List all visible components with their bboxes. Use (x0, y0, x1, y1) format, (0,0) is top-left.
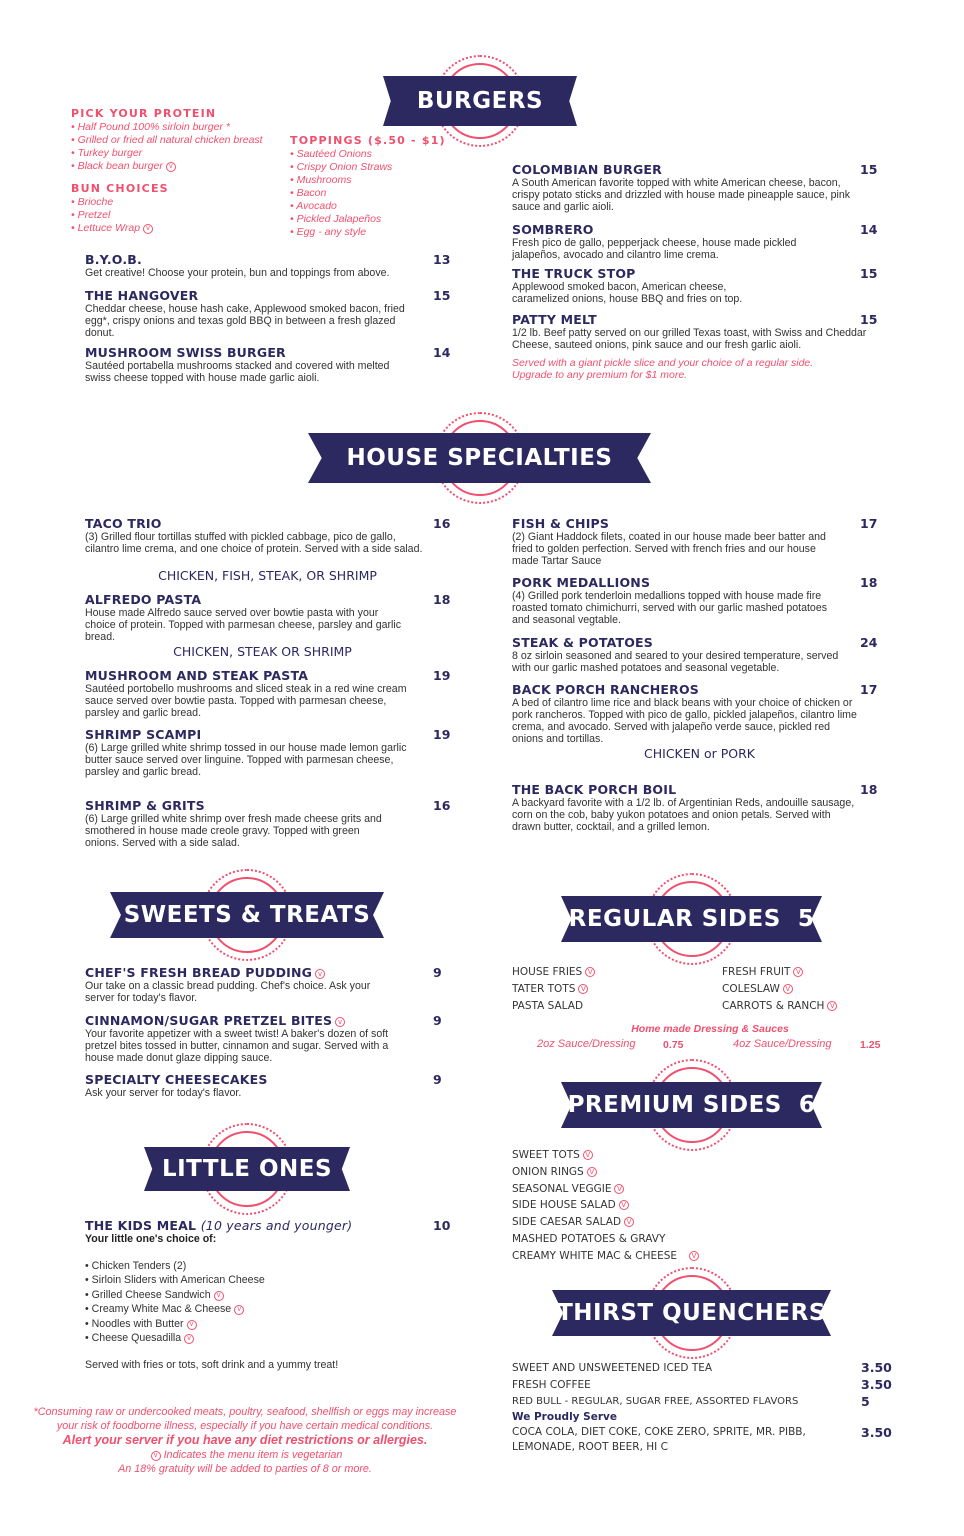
dressing-small-label: 2oz Sauce/Dressing (537, 1038, 636, 1050)
price: 15 (860, 162, 878, 177)
option: • Black bean burger v (71, 160, 263, 173)
price: 16 (433, 798, 451, 813)
thirst-banner (552, 1290, 831, 1336)
burgers-banner (383, 76, 577, 126)
side-item: MASHED POTATOES & GRAVY (512, 1232, 666, 1245)
vegetarian-icon: V (578, 984, 588, 994)
drinks-list (512, 1360, 892, 1454)
premium-sides-list (512, 1147, 699, 1265)
vegetarian-icon: v (187, 1320, 197, 1330)
section-title: REGULAR SIDES (568, 906, 781, 932)
gratuity-note: An 18% gratuity will be added to parties of 8 or more. (118, 1463, 372, 1475)
vegetarian-icon: v (315, 969, 325, 979)
vegetarian-icon: v (234, 1305, 244, 1315)
vegetarian-icon: v (214, 1291, 224, 1301)
option: • Half Pound 100% sirloin burger * (71, 121, 230, 133)
menu-item: SHRIMP SCAMPI (6) Large grilled white shrimp tossed in our house made lemon garlic butter sauce served over linguine. Topped with parmesan cheese, parsley and garlic bread. (85, 727, 407, 778)
option: • Sautéed Onions (290, 148, 372, 160)
sweets-banner (110, 892, 384, 938)
menu-item: PATTY MELT 1/2 lb. Beef patty served on our grilled Texas toast, with Swiss and Cheddar Cheese, sauteed onions, pink sauce and our fresh garlic aioli. (512, 312, 867, 351)
dressing-small-price: 0.75 (663, 1039, 684, 1051)
price: 10 (433, 1218, 451, 1233)
option: • Grilled or fried all natural chicken breast (71, 134, 263, 146)
price: 9 (433, 1013, 442, 1028)
dressing-title: Home made Dressing & Sauces (631, 1023, 789, 1035)
price: 15 (433, 288, 451, 303)
price: 18 (433, 592, 451, 607)
vegetarian-icon: V (793, 967, 803, 977)
side-item: SWEET TOTS V (512, 1147, 699, 1164)
option: • Pretzel (71, 209, 111, 221)
section-price: 5 (797, 906, 815, 932)
price: 19 (433, 727, 451, 742)
kids-choice: • Chicken Tenders (2) (85, 1260, 187, 1272)
menu-item: COLOMBIAN BURGER A South American favorite topped with white American cheese, bacon, crispy potato sticks and drizzled with house made pineapple sauce, pink sauce and garlic aioli. (512, 162, 851, 213)
section-title: HOUSE SPECIALTIES (346, 445, 613, 471)
vegetarian-icon: V (614, 1184, 624, 1194)
menu-item: CHEF'S FRESH BREAD PUDDING v Our take on a classic bread pudding. Chef's choice. Ask your server for today's flavor. (85, 965, 371, 1004)
vegetarian-icon: v (143, 224, 153, 234)
protein-choice: CHICKEN or PORK (644, 746, 755, 761)
dressing-large-label: 4oz Sauce/Dressing (733, 1038, 832, 1050)
price: 16 (433, 516, 451, 531)
price: 17 (860, 516, 878, 531)
menu-item: B.Y.O.B. Get creative! Choose your protein, bun and toppings from above. (85, 252, 390, 279)
regular-sides-left (512, 964, 595, 1014)
menu-item: ALFREDO PASTA House made Alfredo sauce served over bowtie pasta with your choice of protein. Topped with parmesan cheese, parsley and garlic bread. (85, 592, 402, 643)
protein-options (71, 107, 263, 235)
kids-choice: • Sirloin Sliders with American Cheese (85, 1274, 265, 1287)
option: • Avocado (290, 200, 337, 212)
side-item: PASTA SALAD (512, 999, 584, 1012)
regular-sides-banner (561, 896, 822, 942)
menu-item: TACO TRIO (3) Grilled flour tortillas stuffed with pickled cabbage, pico de gallo, cilantro lime crema, and one choice of protein. Served with a side salad. (85, 516, 423, 555)
price: 15 (860, 312, 878, 327)
option: • Lettuce Wrap v (71, 222, 263, 235)
option: • Brioche (71, 196, 114, 208)
disclaimer: your risk of foodborne illness, especially if you have certain medical conditions. (56, 1420, 434, 1432)
price: 3.50 (861, 1360, 892, 1375)
allergy-alert: Alert your server if you have any diet restrictions or allergies. (62, 1433, 428, 1447)
price: 14 (433, 345, 451, 360)
menu-item: SPECIALTY CHEESECAKES Ask your server for today's flavor. (85, 1072, 268, 1099)
menu-item: CINNAMON/SUGAR PRETZEL BITES v Your favorite appetizer with a sweet twist! A baker's dozen of soft pretzel bites tossed in butter, cinnamon and sugar. Served with a house made donut glaze dipping sauce. (85, 1013, 389, 1064)
toppings-options (290, 134, 446, 239)
price: 15 (860, 266, 878, 281)
menu-item: MUSHROOM AND STEAK PASTA Sautéed portobello mushrooms and sliced steak in a red wine cream sauce served over bowtie pasta. Topped with parmesan cheese, parsley and garlic bread. (85, 668, 407, 719)
vegetarian-icon: V (783, 984, 793, 994)
specialties-banner (308, 433, 651, 483)
side-item: SIDE CAESAR SALAD V (512, 1214, 699, 1231)
kids-served: Served with fries or tots, soft drink and a yummy treat! (85, 1359, 339, 1372)
price: 19 (433, 668, 451, 683)
option: • Egg - any style (290, 226, 367, 238)
drink-item: RED BULL - REGULAR, SUGAR FREE, ASSORTED FLAVORS (512, 1395, 799, 1407)
vegetarian-icon: v (184, 1334, 194, 1344)
menu-item: BACK PORCH RANCHEROS A bed of cilantro lime rice and black beans with your choice of chicken or pork rancheros. Topped with pico de gallo, pickled jalapeños, cilantro lime crema, and avocado. Served with jalapeño verde sauce, pickled red onions and tortillas. (512, 682, 857, 745)
section-price: 6 (798, 1092, 816, 1118)
vegetarian-icon: V (583, 1150, 593, 1160)
regular-sides-right (722, 964, 837, 1014)
price: 13 (433, 252, 451, 267)
menu-item: THE TRUCK STOP Applewood smoked bacon, American cheese, caramelized onions, house BBQ and fries on top. (512, 266, 743, 305)
option: • Pickled Jalapeños (290, 213, 382, 225)
vegetarian-icon: V (619, 1200, 629, 1210)
price: 18 (860, 575, 878, 590)
option: • Turkey burger (71, 147, 143, 159)
side-item: ONION RINGS V (512, 1164, 699, 1181)
menu-item: SOMBRERO Fresh pico de gallo, pepperjack cheese, house made pickled jalapeños, avocado and cilantro lime crema. (512, 222, 797, 261)
option: • Crispy Onion Straws (290, 161, 393, 173)
section-title: SWEETS & TREATS (123, 902, 371, 928)
disclaimer: *Consuming raw or undercooked meats, poultry, seafood, shellfish or eggs may increase (33, 1406, 457, 1418)
vegetarian-icon: v (151, 1451, 161, 1461)
drink-item: SWEET AND UNSWEETENED ICED TEA (512, 1362, 713, 1374)
kids-meal-name: THE KIDS MEAL (85, 1218, 197, 1233)
menu-item: FISH & CHIPS (2) Giant Haddock filets, coated in our house made beer batter and fried to golden perfection. Served with french fries and our house made Tartar Sauce (512, 516, 826, 567)
side-item: SIDE HOUSE SALAD V (512, 1197, 699, 1214)
kids-subtitle: Your little one's choice of: (85, 1233, 217, 1245)
kids-choice: • Noodles with Butter v (85, 1317, 445, 1331)
vegetarian-legend: v Indicates the menu item is vegetarian (10, 1448, 480, 1462)
price: 9 (433, 1072, 442, 1087)
dressing-large-price: 1.25 (860, 1039, 881, 1051)
vegetarian-icon: v (166, 162, 176, 172)
vegetarian-icon: V (624, 1217, 634, 1227)
little-ones-banner (144, 1147, 350, 1191)
proudly-serve: We Proudly Serve (512, 1411, 617, 1424)
vegetarian-icon: v (335, 1017, 345, 1027)
protein-choice: CHICKEN, STEAK OR SHRIMP (173, 644, 352, 659)
vegetarian-icon: V (587, 1167, 597, 1177)
option: • Bacon (290, 187, 327, 199)
drink-item: FRESH COFFEE (512, 1378, 591, 1391)
side-item: TATER TOTS V (512, 981, 595, 998)
price: 24 (860, 635, 878, 650)
menu-item: MUSHROOM SWISS BURGER Sautéed portabella mushrooms stacked and covered with melted swiss cheese topped with house made garlic aioli. (85, 345, 390, 384)
kids-choice: • Grilled Cheese Sandwich v (85, 1288, 445, 1302)
kids-choice: • Cheese Quesadilla v (85, 1331, 445, 1345)
vegetarian-icon: V (585, 967, 595, 977)
menu-item: SHRIMP & GRITS (6) Large grilled white shrimp over fresh made cheese grits and smothered in house made creole gravy. Topped with green onions. Served with a side salad. (85, 798, 382, 849)
side-item: HOUSE FRIES V (512, 964, 595, 981)
side-item: CREAMY WHITE MAC & CHEESE V (512, 1248, 699, 1265)
kids-meal (85, 1218, 445, 1371)
option: • Mushrooms (290, 174, 352, 186)
side-item: FRESH FRUIT V (722, 964, 837, 981)
menu-item: PORK MEDALLIONS (4) Grilled pork tenderloin medallions topped with house made fire roasted tomato chimichurri, served with our garlic mashed potatoes and seasonal vegtable. (512, 575, 828, 626)
bun-title: BUN CHOICES (71, 182, 169, 195)
protein-title: PICK YOUR PROTEIN (71, 107, 217, 120)
kids-choice: • Creamy White Mac & Cheese v (85, 1302, 445, 1316)
side-item: SEASONAL VEGGIE V (512, 1181, 699, 1198)
price: 17 (860, 682, 878, 697)
menu-item: STEAK & POTATOES 8 oz sirloin seasoned and seared to your desired temperature, served with our garlic mashed potatoes and seasonal vegetable. (512, 635, 839, 674)
burgers-note: Served with a giant pickle slice and your choice of a regular side. Upgrade to any premium for $1 more. (512, 357, 814, 381)
price: 3.50 (861, 1425, 892, 1440)
price: 14 (860, 222, 878, 237)
premium-sides-banner (561, 1082, 822, 1128)
section-title: LITTLE ONES (161, 1156, 333, 1182)
section-title: PREMIUM SIDES (567, 1092, 782, 1118)
protein-choice: CHICKEN, FISH, STEAK, OR SHRIMP (158, 568, 377, 583)
section-title: BURGERS (416, 88, 544, 114)
price: 18 (860, 782, 878, 797)
kids-age: (10 years and younger) (200, 1218, 353, 1233)
price: 5 (861, 1394, 870, 1409)
menu-item: THE HANGOVER Cheddar cheese, house hash cake, Applewood smoked bacon, fried egg*, crispy onions and texas gold BBQ in between a fresh glazed donut. (85, 288, 405, 339)
side-item: COLESLAW V (722, 981, 837, 998)
toppings-title: TOPPINGS ($.50 - $1) (290, 134, 446, 147)
section-title: THIRST QUENCHERS (557, 1300, 826, 1326)
vegetarian-icon: V (689, 1251, 699, 1261)
side-item: CARROTS & RANCH V (722, 998, 837, 1015)
sodas: COCA COLA, DIET COKE, COKE ZERO, SPRITE, MR. PIBB, LEMONADE, ROOT BEER, HI C (512, 1426, 806, 1453)
price: 9 (433, 965, 442, 980)
vegetarian-icon: V (827, 1001, 837, 1011)
menu-item: THE BACK PORCH BOIL A backyard favorite with a 1/2 lb. of Argentinian Reds, andouille sausage, corn on the cob, baby yukon potatoes and onion petals. Served with drawn butter, cocktail, and a grilled lemon. (512, 782, 855, 833)
price: 3.50 (861, 1377, 892, 1392)
